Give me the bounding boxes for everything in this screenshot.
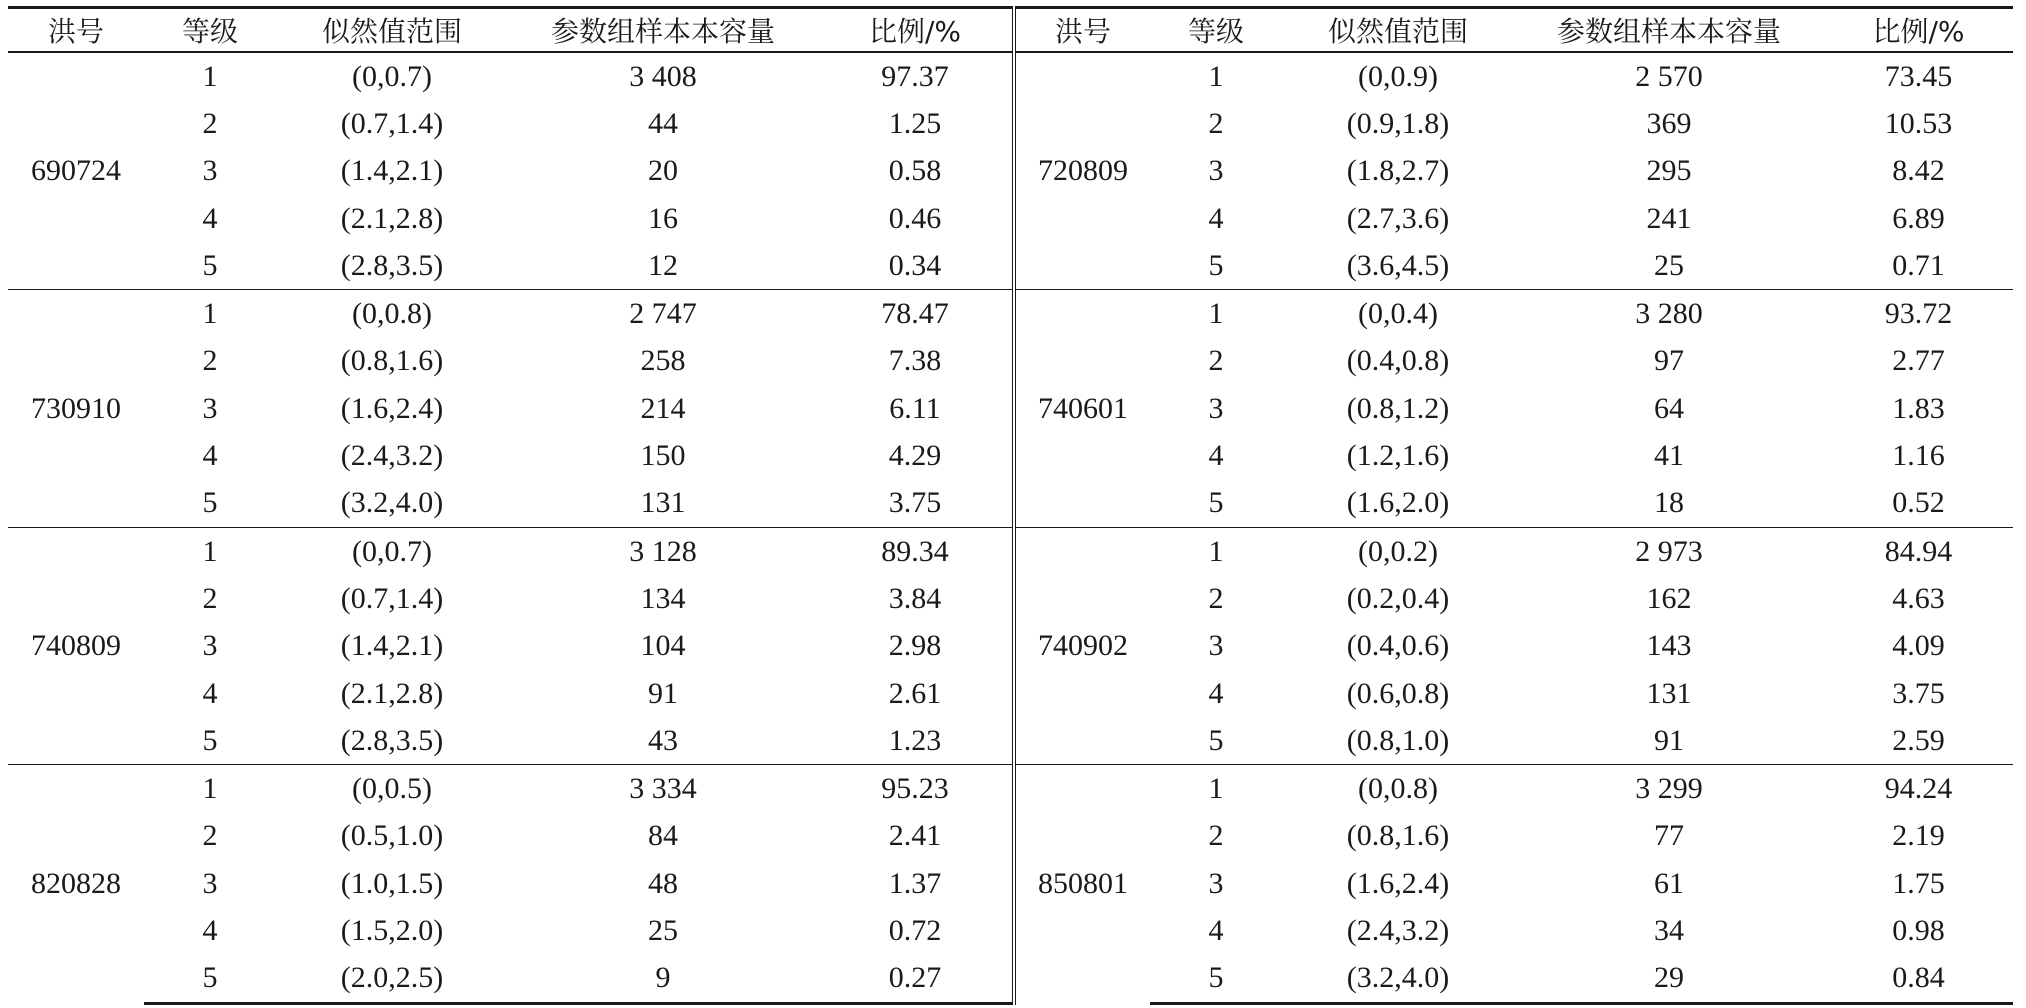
likelihood-range-cell: (3.2,4.0) [340, 486, 444, 520]
table-row [8, 290, 2013, 338]
sample-size-cell-right: 34 [1654, 913, 1684, 947]
likelihood-range-cell-right: (2.4,3.2) [1346, 913, 1450, 947]
ratio-cell: 97.37 [881, 59, 949, 93]
ratio-cell-right: 84.94 [1824, 527, 2013, 575]
table-row [8, 623, 2013, 670]
sample-size-cell: 16 [648, 201, 678, 235]
table-row [8, 765, 2013, 813]
table-row [8, 527, 2013, 575]
sample-size-cell: 3 408 [629, 59, 697, 93]
header-flood-id-right: 洪号 [1014, 8, 1150, 53]
ratio-cell-right: 4.09 [1892, 629, 1945, 663]
ratio-cell-right: 10.53 [1884, 106, 1953, 140]
sample-size-cell-right: 29 [1514, 955, 1824, 1004]
grade-cell: 5 [202, 486, 218, 520]
grade-cell-right: 1 [1150, 527, 1282, 575]
grade-cell: 2 [202, 344, 218, 378]
flood-id-cell-right: 740601 [1014, 290, 1150, 527]
sample-size-cell: 131 [640, 486, 686, 520]
grade-cell-right: 5 [1208, 486, 1224, 520]
sample-size-cell: 48 [648, 866, 678, 900]
ratio-cell: 1.25 [888, 106, 942, 140]
likelihood-range-cell: (1.5,2.0) [340, 913, 444, 947]
table-row [8, 242, 2013, 290]
ratio-cell: 0.72 [888, 913, 942, 947]
ratio-cell: 7.38 [888, 344, 942, 378]
sample-size-cell: 258 [640, 344, 686, 378]
sample-size-cell-right: 2 570 [1635, 59, 1703, 93]
likelihood-range-cell: (1.4,2.1) [340, 629, 444, 663]
ratio-cell: 3.84 [888, 581, 942, 615]
ratio-cell: 2.61 [888, 676, 942, 710]
sample-size-cell: 44 [648, 106, 678, 140]
table-row [8, 385, 2013, 432]
header-flood-id: 洪号 [8, 8, 144, 53]
header-ratio-right: 比例/% [1824, 8, 2013, 53]
likelihood-range-cell: (0,0.8) [276, 290, 508, 338]
likelihood-range-cell: (0,0.5) [276, 765, 508, 813]
ratio-cell: 2.41 [888, 819, 942, 853]
flood-id-cell: 820828 [8, 765, 144, 1003]
ratio-cell-right: 8.42 [1892, 154, 1945, 188]
sample-size-cell: 12 [648, 248, 678, 282]
grade-cell-right: 3 [1208, 866, 1224, 900]
likelihood-range-cell: (1.4,2.1) [340, 154, 444, 188]
likelihood-range-cell-right: (3.6,4.5) [1346, 248, 1450, 282]
likelihood-range-cell: (0,0.7) [352, 59, 432, 93]
ratio-cell: 3.75 [888, 486, 942, 520]
likelihood-range-cell: (0.7,1.4) [340, 581, 444, 615]
likelihood-range-cell-right: (2.7,3.6) [1346, 201, 1450, 235]
header-sample-size: 参数组样本本容量 [508, 8, 818, 53]
ratio-cell-right: 1.83 [1892, 391, 1945, 425]
grade-cell-right: 1 [1208, 59, 1224, 93]
ratio-cell-right: 0.98 [1892, 913, 1945, 947]
likelihood-range-cell-right: (0.8,1.6) [1346, 819, 1450, 853]
sample-size-cell-right: 131 [1646, 676, 1692, 710]
grade-cell: 3 [202, 391, 218, 425]
likelihood-range-cell-right: (0.9,1.8) [1346, 106, 1450, 140]
grade-cell-right: 2 [1208, 344, 1224, 378]
table-row [8, 955, 2013, 1004]
likelihood-range-cell-right: (1.8,2.7) [1346, 154, 1450, 188]
likelihood-range-cell: (2.1,2.8) [340, 201, 444, 235]
sample-size-cell: 43 [648, 723, 678, 757]
ratio-cell: 6.11 [889, 391, 941, 425]
likelihood-range-cell: (0.5,1.0) [340, 819, 444, 853]
grade-cell: 1 [202, 59, 218, 93]
sample-size-cell: 214 [640, 391, 686, 425]
likelihood-table-container [8, 6, 2013, 1005]
grade-cell-right: 3 [1208, 391, 1224, 425]
header-likelihood-range-right: 似然值范围 [1282, 8, 1514, 53]
likelihood-range-cell-right: (0,0.8) [1282, 765, 1514, 813]
likelihood-range-cell-right: (0.4,0.6) [1346, 629, 1450, 663]
table-row [8, 575, 2013, 622]
table-row [8, 100, 2013, 147]
likelihood-range-cell-right: (0.8,1.2) [1346, 391, 1450, 425]
sample-size-cell: 9 [508, 955, 818, 1004]
likelihood-range-cell: (1.0,1.5) [340, 866, 444, 900]
table-row [8, 195, 2013, 242]
table-row [8, 148, 2013, 195]
ratio-cell: 1.23 [888, 723, 942, 757]
sample-size-cell: 134 [640, 581, 686, 615]
sample-size-cell-right: 18 [1654, 486, 1684, 520]
likelihood-range-cell-right: (0.2,0.4) [1346, 581, 1450, 615]
table-row [8, 907, 2013, 954]
sample-size-cell-right: 77 [1654, 819, 1684, 853]
likelihood-range-cell: (1.6,2.4) [340, 391, 444, 425]
grade-cell-right: 1 [1150, 290, 1282, 338]
ratio-cell-right: 3.75 [1892, 676, 1945, 710]
ratio-cell-right: 2.77 [1892, 344, 1945, 378]
grade-cell-right: 2 [1208, 819, 1224, 853]
sample-size-cell-right: 2 973 [1514, 527, 1824, 575]
sample-size-cell-right: 3 280 [1514, 290, 1824, 338]
grade-cell: 3 [202, 866, 218, 900]
header-sample-size-right: 参数组样本本容量 [1514, 8, 1824, 53]
likelihood-range-cell: (2.4,3.2) [340, 439, 444, 473]
sample-size-cell-right: 91 [1654, 723, 1684, 757]
ratio-cell: 4.29 [888, 439, 942, 473]
grade-cell: 1 [144, 527, 276, 575]
sample-size-cell: 104 [640, 629, 686, 663]
likelihood-range-cell-right: (0,0.4) [1282, 290, 1514, 338]
ratio-cell-right: 1.75 [1892, 866, 1945, 900]
table-row [8, 813, 2013, 860]
grade-cell: 4 [202, 676, 218, 710]
flood-id-cell: 730910 [8, 290, 144, 527]
sample-size-cell-right: 97 [1654, 344, 1684, 378]
ratio-cell: 89.34 [818, 527, 1014, 575]
ratio-cell: 0.34 [888, 248, 942, 282]
grade-cell: 4 [202, 913, 218, 947]
table-row [8, 338, 2013, 385]
likelihood-range-cell-right: (1.6,2.4) [1346, 866, 1450, 900]
ratio-cell: 0.58 [888, 154, 942, 188]
sample-size-cell-right: 64 [1654, 391, 1684, 425]
likelihood-range-cell: (2.0,2.5) [276, 955, 508, 1004]
header-likelihood-range: 似然值范围 [276, 8, 508, 53]
grade-cell: 4 [202, 201, 218, 235]
grade-cell-right: 3 [1208, 629, 1224, 663]
flood-id-cell-right: 720809 [1014, 52, 1150, 290]
table-row [8, 432, 2013, 479]
ratio-cell-right: 0.71 [1892, 248, 1945, 282]
ratio-cell: 95.23 [818, 765, 1014, 813]
header-ratio: 比例/% [818, 8, 1014, 53]
sample-size-cell-right: 61 [1654, 866, 1684, 900]
likelihood-range-cell: (0.8,1.6) [340, 344, 444, 378]
table-row [8, 670, 2013, 717]
grade-cell: 2 [202, 581, 218, 615]
ratio-cell-right: 94.24 [1824, 765, 2013, 813]
sample-size-cell: 25 [648, 913, 678, 947]
ratio-cell-right: 4.63 [1892, 581, 1945, 615]
ratio-cell-right: 2.19 [1892, 819, 1945, 853]
ratio-cell-right: 93.72 [1824, 290, 2013, 338]
grade-cell-right: 4 [1208, 201, 1224, 235]
sample-size-cell-right: 143 [1646, 629, 1692, 663]
likelihood-range-cell-right: (3.2,4.0) [1282, 955, 1514, 1004]
sample-size-cell-right: 25 [1654, 248, 1684, 282]
sample-size-cell: 3 334 [508, 765, 818, 813]
grade-cell-right: 5 [1208, 723, 1224, 757]
sample-size-cell-right: 295 [1646, 154, 1692, 188]
ratio-cell-right: 6.89 [1892, 201, 1945, 235]
likelihood-range-cell-right: (0.8,1.0) [1346, 723, 1450, 757]
table-row [8, 860, 2013, 907]
likelihood-range-cell-right: (1.2,1.6) [1346, 439, 1450, 473]
grade-cell-right: 5 [1150, 955, 1282, 1004]
sample-size-cell: 150 [640, 439, 686, 473]
header-grade: 等级 [144, 8, 276, 53]
likelihood-range-cell-right: (0.4,0.8) [1346, 344, 1450, 378]
grade-cell-right: 2 [1208, 581, 1224, 615]
likelihood-range-cell-right: (0,0.2) [1282, 527, 1514, 575]
grade-cell: 4 [202, 439, 218, 473]
likelihood-range-cell: (2.8,3.5) [340, 248, 444, 282]
flood-id-cell-right: 850801 [1014, 765, 1150, 1003]
grade-cell: 2 [202, 819, 218, 853]
sample-size-cell-right: 162 [1646, 581, 1692, 615]
grade-cell: 5 [144, 955, 276, 1004]
grade-cell-right: 4 [1208, 913, 1224, 947]
grade-cell: 1 [144, 765, 276, 813]
ratio-cell: 2.98 [888, 629, 942, 663]
likelihood-range-cell: (0.7,1.4) [340, 106, 444, 140]
likelihood-range-cell: (2.8,3.5) [340, 723, 444, 757]
ratio-cell-right: 0.52 [1892, 486, 1945, 520]
grade-cell-right: 1 [1150, 765, 1282, 813]
table-row [8, 480, 2013, 528]
sample-size-cell: 3 128 [508, 527, 818, 575]
flood-id-cell: 740809 [8, 527, 144, 764]
grade-cell: 1 [144, 290, 276, 338]
sample-size-cell: 84 [648, 819, 678, 853]
table-body [8, 52, 2013, 1003]
sample-size-cell-right: 3 299 [1514, 765, 1824, 813]
grade-cell: 5 [202, 723, 218, 757]
header-grade-right: 等级 [1150, 8, 1282, 53]
ratio-cell: 1.37 [888, 866, 942, 900]
grade-cell: 3 [202, 154, 218, 188]
grade-cell: 2 [202, 106, 218, 140]
grade-cell-right: 3 [1208, 154, 1224, 188]
grade-cell-right: 2 [1208, 106, 1224, 140]
sample-size-cell: 20 [648, 154, 678, 188]
header-row [8, 8, 2013, 53]
likelihood-range-cell-right: (1.6,2.0) [1346, 486, 1450, 520]
grade-cell-right: 4 [1208, 676, 1224, 710]
grade-cell: 3 [202, 629, 218, 663]
likelihood-range-cell: (0,0.7) [276, 527, 508, 575]
sample-size-cell: 91 [648, 676, 678, 710]
flood-id-cell: 690724 [31, 154, 121, 188]
likelihood-range-cell: (2.1,2.8) [340, 676, 444, 710]
ratio-cell: 0.46 [888, 201, 942, 235]
grade-cell-right: 4 [1208, 439, 1224, 473]
table-row [8, 52, 2013, 100]
grade-cell-right: 5 [1208, 248, 1224, 282]
ratio-cell: 78.47 [818, 290, 1014, 338]
ratio-cell-right: 2.59 [1892, 723, 1945, 757]
likelihood-range-cell-right: (0,0.9) [1358, 59, 1438, 93]
ratio-cell: 0.27 [818, 955, 1014, 1004]
grade-cell: 5 [202, 248, 218, 282]
likelihood-grade-table [8, 6, 2013, 1005]
sample-size-cell-right: 369 [1646, 106, 1692, 140]
ratio-cell-right: 73.45 [1884, 59, 1953, 93]
likelihood-range-cell-right: (0.6,0.8) [1346, 676, 1450, 710]
flood-id-cell-right: 740902 [1014, 527, 1150, 764]
ratio-cell-right: 0.84 [1824, 955, 2013, 1004]
sample-size-cell-right: 241 [1646, 201, 1692, 235]
ratio-cell-right: 1.16 [1892, 439, 1945, 473]
sample-size-cell: 2 747 [508, 290, 818, 338]
table-row [8, 717, 2013, 765]
sample-size-cell-right: 41 [1654, 439, 1684, 473]
